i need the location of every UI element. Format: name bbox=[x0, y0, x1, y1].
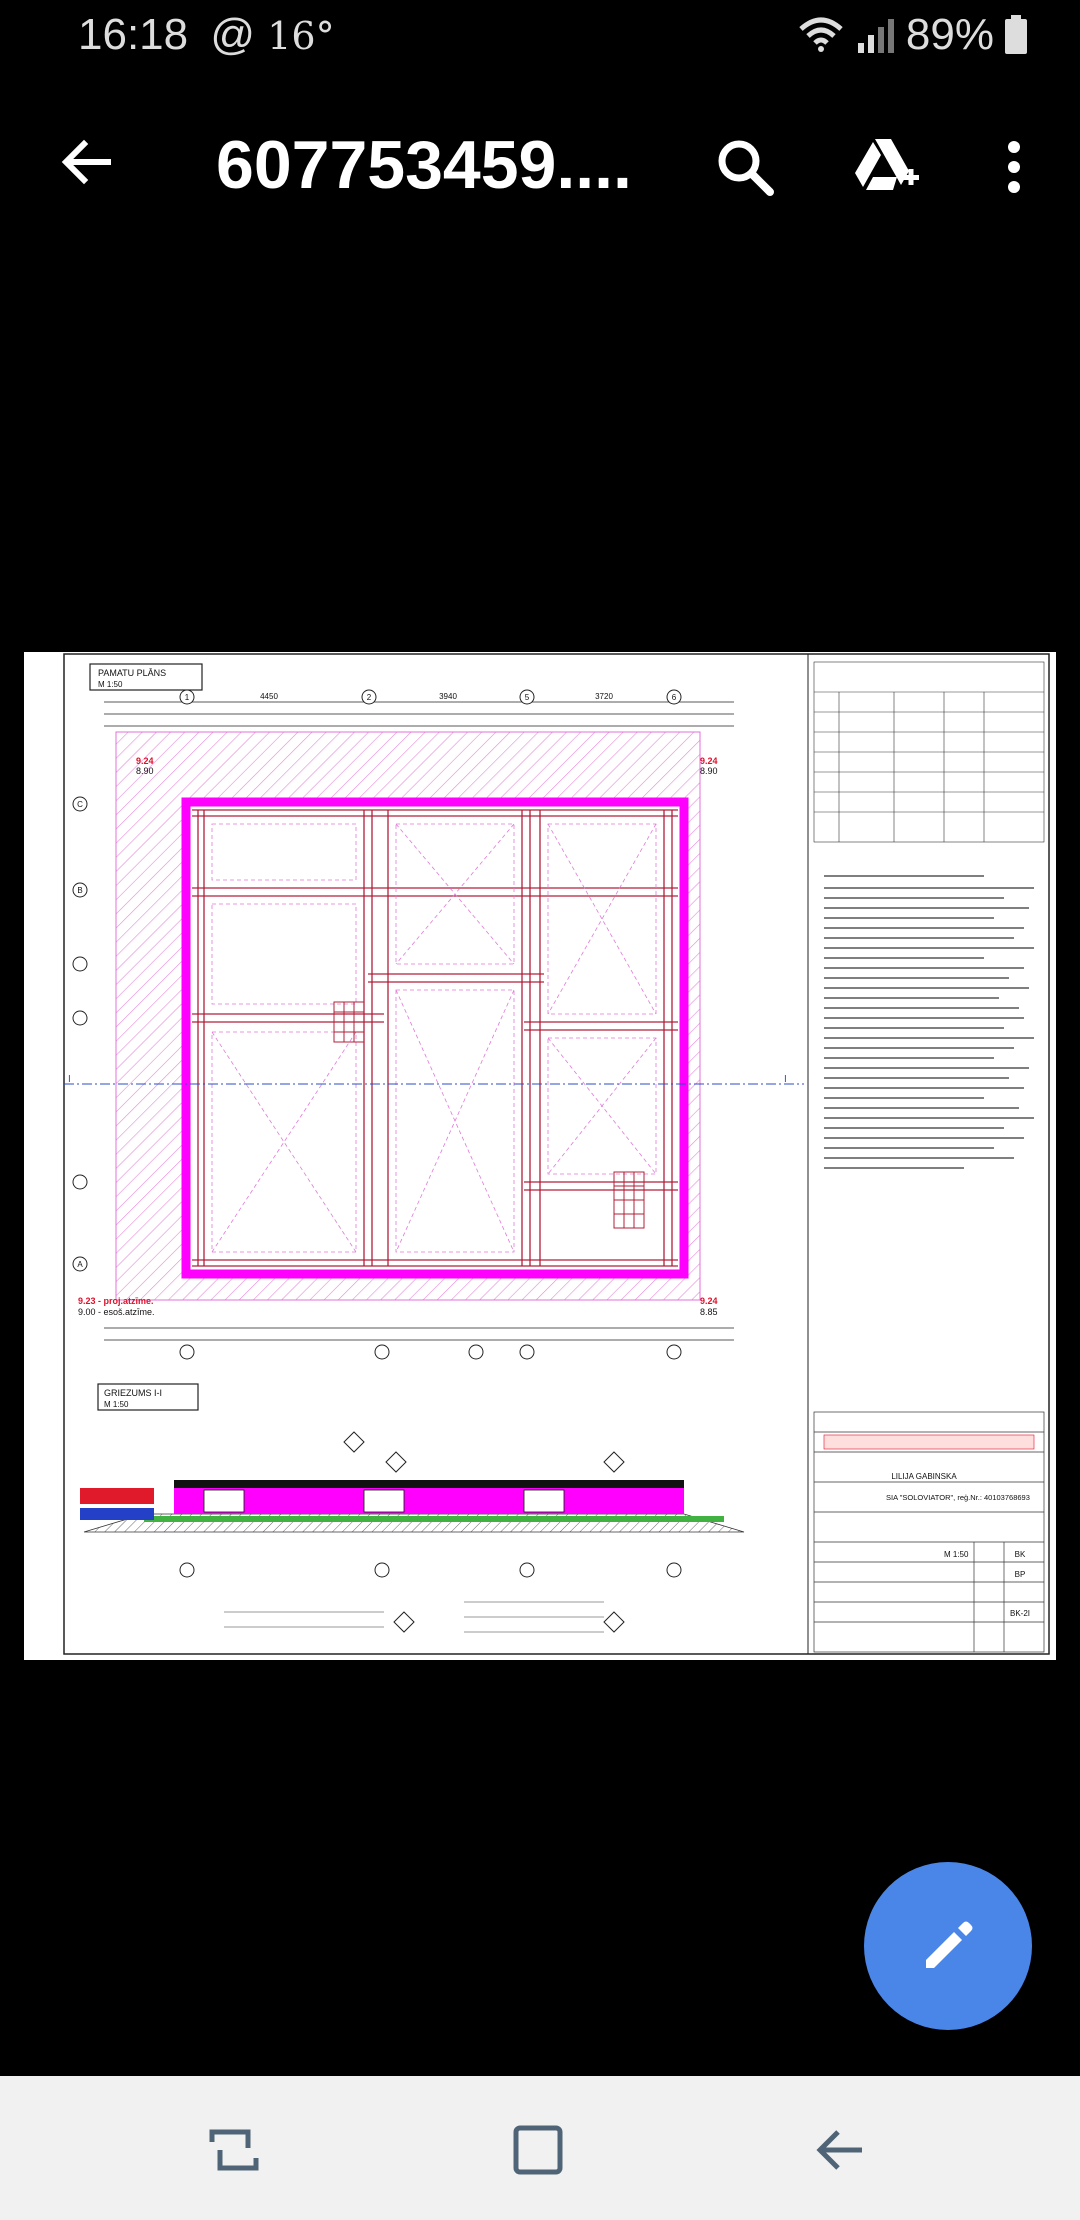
level-bottom-left: 9.00 - esoš.atzīme. bbox=[78, 1307, 155, 1317]
status-temperature: 16° bbox=[267, 14, 335, 58]
level-bottom-left-red: 9.23 - proj.atzīme. bbox=[78, 1296, 154, 1306]
axis-left-a: A bbox=[77, 1260, 83, 1269]
search-button[interactable] bbox=[700, 122, 790, 212]
axis-left-c: C bbox=[77, 800, 83, 809]
navigation-bar bbox=[0, 2076, 1080, 2220]
level-top-right-red: 9.24 bbox=[700, 756, 718, 766]
status-indicators bbox=[796, 10, 1028, 60]
dim-top-1: 4450 bbox=[260, 692, 278, 701]
back-button[interactable] bbox=[46, 122, 126, 202]
dim-top-2: 3940 bbox=[439, 692, 457, 701]
home-button[interactable] bbox=[488, 2100, 588, 2200]
at-sign-icon: @ bbox=[210, 10, 256, 59]
notes-text bbox=[824, 876, 1034, 1168]
stamp-sheet-no: BK-2I bbox=[1009, 1609, 1031, 1618]
battery-percent: 89% bbox=[905, 10, 994, 59]
svg-text:I: I bbox=[784, 1074, 787, 1085]
recent-apps-button[interactable] bbox=[184, 2100, 284, 2200]
stamp-company: SIA "SOLOVIATOR", reģ.Nr.: 40103768693 bbox=[886, 1493, 1030, 1502]
system-back-button[interactable] bbox=[790, 2100, 890, 2200]
document-preview[interactable] bbox=[24, 652, 1056, 1660]
edit-pencil-icon bbox=[918, 1916, 978, 1976]
stamp-stage: BP bbox=[1014, 1570, 1026, 1579]
axis-top-1: 1 bbox=[184, 693, 190, 702]
level-top-right: 8.90 bbox=[700, 766, 718, 776]
level-bottom-right: 8.85 bbox=[700, 1307, 718, 1317]
status-time: 16:18 @ 16° bbox=[78, 10, 335, 59]
battery-icon bbox=[1004, 15, 1028, 55]
wifi-icon bbox=[796, 15, 846, 55]
recent-apps-icon bbox=[204, 2120, 264, 2180]
status-bar bbox=[0, 0, 1080, 76]
more-options-button[interactable] bbox=[974, 122, 1054, 212]
level-top-left-red: 9.24 bbox=[136, 756, 154, 766]
home-icon bbox=[508, 2120, 568, 2180]
signal-icon bbox=[856, 15, 896, 55]
back-arrow-icon bbox=[58, 134, 114, 190]
section-drawing bbox=[80, 1432, 744, 1632]
edit-fab[interactable] bbox=[864, 1862, 1032, 2030]
level-bottom-right-red: 9.24 bbox=[700, 1296, 718, 1306]
stamp-scale: M 1:50 bbox=[944, 1550, 969, 1559]
axis-top-6: 6 bbox=[671, 693, 677, 702]
document-title: 607753459.... bbox=[216, 127, 632, 203]
add-to-drive-button[interactable] bbox=[842, 122, 932, 212]
section-scale: M 1:50 bbox=[104, 1400, 129, 1409]
axis-top-5: 5 bbox=[524, 693, 530, 702]
stamp-owner: LILIJA GABINSKA bbox=[891, 1472, 957, 1481]
level-top-left: 8.90 bbox=[136, 766, 154, 776]
more-vert-icon bbox=[1004, 137, 1024, 197]
search-icon bbox=[715, 137, 775, 197]
plan-title: PAMATU PLĀNS bbox=[98, 668, 167, 678]
axis-top-2: 2 bbox=[366, 693, 372, 702]
foundation-drawing bbox=[24, 652, 1056, 1660]
dim-top-3: 3720 bbox=[595, 692, 613, 701]
stamp-sheet-code: BK bbox=[1014, 1550, 1026, 1559]
section-title: GRIEZUMS I-I bbox=[104, 1388, 162, 1398]
drive-add-icon bbox=[853, 137, 921, 197]
plan-scale: M 1:50 bbox=[98, 680, 123, 689]
app-bar bbox=[0, 90, 1080, 230]
axis-left-b: B bbox=[77, 886, 83, 895]
back-icon bbox=[810, 2120, 870, 2180]
spec-table bbox=[814, 662, 1044, 842]
svg-text:I: I bbox=[68, 1074, 71, 1085]
